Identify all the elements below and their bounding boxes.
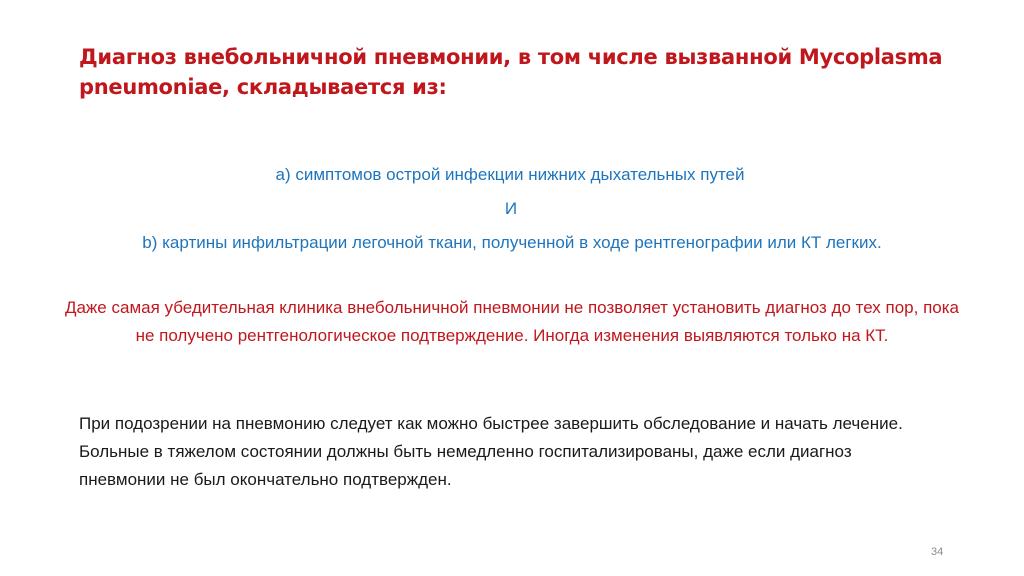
page-number: 34: [931, 546, 944, 558]
recommendation-text: При подозрении на пневмонию следует как можно быстрее завершить обследование и начать лечение. Больные в тяжелом состоянии должны быть немедленно госпитализированы, даже если диагноз пневмонии не был окончательно подтвержден.: [79, 414, 903, 489]
warning-text: Даже самая убедительная клиника внебольничной пневмонии не позволяет установить диагноз до тех пор, пока не получено рентгенологическое подтверждение. Иногда изменения выявляются только на КТ.: [64, 298, 960, 345]
criterion-b: b) картины инфильтрации легочной ткани, полученной в ходе рентгенографии или КТ легких.: [142, 233, 882, 252]
criterion-a: a) симптомов острой инфекции нижних дыхательных путей: [275, 165, 745, 184]
slide-title: Диагноз внебольничной пневмонии, в том числе вызванной Mycoplasma pneumoniae, складывается из:: [79, 45, 943, 99]
criteria-conjunction: И: [504, 199, 518, 218]
